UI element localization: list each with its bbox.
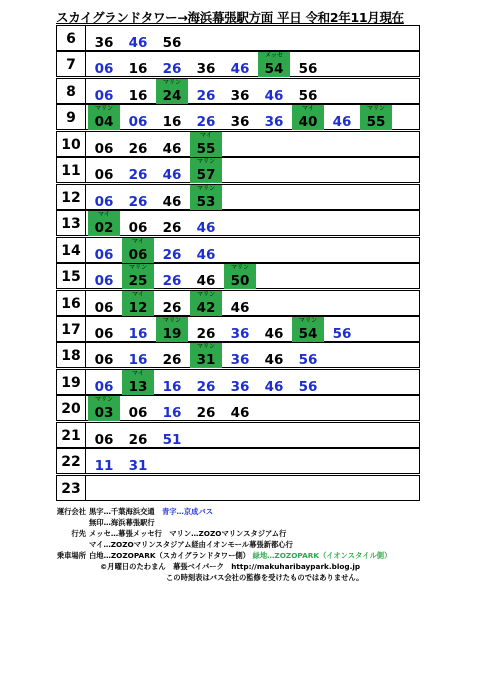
minutes-cell — [86, 25, 420, 51]
departure-time-green — [122, 264, 154, 289]
minute-value: 57 — [196, 167, 216, 184]
departure-time — [122, 449, 154, 474]
destination-note: マイ — [132, 237, 144, 245]
departure-time-green — [190, 185, 222, 210]
minute-value: 06 — [128, 114, 148, 131]
departure-time — [122, 105, 154, 130]
departure-time — [224, 343, 256, 368]
departure-time — [224, 291, 256, 316]
minutes-cell — [86, 422, 420, 448]
departure-time — [88, 370, 120, 395]
minute-value: 56 — [298, 352, 318, 369]
hour-label: 17 — [56, 316, 86, 342]
hour-row — [56, 131, 420, 157]
minute-value: 40 — [298, 114, 318, 131]
destination-note: マリン — [196, 290, 215, 298]
minute-value: 06 — [128, 405, 148, 422]
minute-value: 12 — [128, 299, 148, 316]
departure-time-green — [156, 317, 188, 342]
departure-time — [292, 52, 324, 77]
minute-value: 26 — [196, 325, 216, 342]
hour-row — [56, 78, 420, 104]
minute-value: 26 — [128, 167, 148, 184]
departure-time — [156, 264, 188, 289]
hour-label: 16 — [56, 290, 86, 316]
departure-time — [156, 105, 188, 130]
departure-time — [88, 423, 120, 448]
minutes-cell — [86, 342, 420, 368]
hour-row — [56, 157, 420, 183]
destination-note: マリン — [230, 264, 249, 272]
minute-value: 50 — [230, 273, 250, 290]
departure-time — [156, 185, 188, 210]
minute-value: 36 — [230, 114, 250, 131]
departure-time — [156, 211, 188, 236]
minute-value: 16 — [162, 114, 182, 131]
departure-time — [292, 370, 324, 395]
minute-value: 36 — [94, 35, 114, 51]
departure-time — [258, 370, 290, 395]
departure-time — [156, 396, 188, 421]
departure-time — [156, 423, 188, 448]
minute-value: 56 — [162, 35, 182, 51]
hour-row — [56, 448, 420, 474]
minute-value: 54 — [264, 61, 284, 78]
minute-value: 46 — [264, 325, 284, 342]
departure-time — [292, 343, 324, 368]
minute-value: 16 — [128, 87, 148, 104]
hour-row — [56, 263, 420, 289]
destination-note: マイ — [132, 369, 144, 377]
minute-value: 26 — [162, 220, 182, 237]
departure-time — [224, 396, 256, 421]
minute-value: 46 — [230, 61, 250, 78]
hour-label: 9 — [56, 104, 86, 130]
departure-time — [122, 52, 154, 77]
minute-value: 06 — [128, 246, 148, 263]
hour-label: 6 — [56, 25, 86, 51]
hour-label: 15 — [56, 263, 86, 289]
dest-none-line — [56, 517, 436, 528]
minute-value: 06 — [94, 246, 114, 263]
hour-label: 13 — [56, 210, 86, 236]
minute-value: 26 — [128, 140, 148, 157]
dest-none: 無印…海浜幕張駅行 — [89, 518, 155, 527]
minute-value: 11 — [94, 458, 114, 475]
departure-time — [156, 132, 188, 157]
hour-label: 21 — [56, 422, 86, 448]
hour-row — [56, 422, 420, 448]
departure-time — [88, 132, 120, 157]
minute-value: 16 — [128, 61, 148, 78]
minute-value: 06 — [94, 87, 114, 104]
departure-time-green — [122, 370, 154, 395]
minutes-cell — [86, 395, 420, 421]
minutes-cell — [86, 51, 420, 77]
departure-time — [156, 370, 188, 395]
departure-time — [88, 238, 120, 263]
hour-label: 19 — [56, 369, 86, 395]
minutes-cell — [86, 475, 420, 501]
destination-note: マリン — [298, 316, 317, 324]
destination-note: マリン — [366, 105, 385, 113]
dest-line-1 — [56, 528, 436, 539]
departure-time — [88, 185, 120, 210]
hour-row — [56, 210, 420, 236]
minute-value: 31 — [128, 458, 148, 475]
departure-time-green — [292, 317, 324, 342]
stop-line — [56, 550, 436, 561]
minute-value: 16 — [128, 325, 148, 342]
minute-value: 36 — [196, 61, 216, 78]
minute-value: 25 — [128, 273, 148, 290]
destination-note: マイ — [302, 105, 314, 113]
stop-label: 乗車場所 — [56, 551, 86, 560]
minute-value: 26 — [162, 246, 182, 263]
minute-value: 26 — [196, 378, 216, 395]
hour-label: 11 — [56, 157, 86, 183]
departure-time — [190, 79, 222, 104]
hour-row — [56, 290, 420, 316]
minute-value: 16 — [162, 378, 182, 395]
departure-time — [156, 52, 188, 77]
dest-label: 行先 — [71, 529, 86, 538]
minutes-cell — [86, 131, 420, 157]
minute-value: 46 — [264, 378, 284, 395]
destination-note: マリン — [196, 343, 215, 351]
departure-time — [88, 264, 120, 289]
hour-row — [56, 395, 420, 421]
minute-value: 53 — [196, 193, 216, 210]
departure-time — [156, 238, 188, 263]
destination-note: マイ — [200, 131, 212, 139]
dest-text-1: メッセ…幕張メッセ行 マリン…ZOZOマリンスタジアム行 — [89, 529, 287, 538]
departure-time-green — [190, 132, 222, 157]
departure-time-green — [88, 211, 120, 236]
destination-note: メッセ — [264, 52, 283, 60]
minute-value: 26 — [196, 405, 216, 422]
minute-value: 03 — [94, 405, 114, 422]
minutes-cell — [86, 369, 420, 395]
minute-value: 46 — [264, 352, 284, 369]
hour-row — [56, 237, 420, 263]
hour-label: 7 — [56, 51, 86, 77]
departure-time — [122, 317, 154, 342]
departure-time — [156, 158, 188, 183]
minute-value: 46 — [162, 167, 182, 184]
hour-row — [56, 342, 420, 368]
minute-value: 56 — [298, 378, 318, 395]
departure-time-green — [258, 52, 290, 77]
minute-value: 54 — [298, 325, 318, 342]
hour-row — [56, 369, 420, 395]
hour-label: 12 — [56, 184, 86, 210]
minute-value: 46 — [162, 193, 182, 210]
minutes-cell — [86, 316, 420, 342]
departure-time — [88, 449, 120, 474]
departure-time — [88, 79, 120, 104]
operator-line — [56, 506, 436, 517]
hour-row — [56, 475, 420, 501]
minutes-cell — [86, 448, 420, 474]
departure-time-green — [224, 264, 256, 289]
hour-label: 18 — [56, 342, 86, 368]
departure-time — [122, 158, 154, 183]
minute-value: 02 — [94, 220, 114, 237]
departure-time — [224, 79, 256, 104]
operator-blue: 青字…京成バス — [161, 507, 214, 516]
departure-time — [258, 79, 290, 104]
minute-value: 06 — [128, 220, 148, 237]
departure-time — [190, 52, 222, 77]
departure-time — [88, 26, 120, 51]
destination-note: マリン — [162, 78, 181, 86]
departure-time — [122, 79, 154, 104]
minute-value: 06 — [94, 193, 114, 210]
minute-value: 26 — [162, 273, 182, 290]
departure-time — [190, 105, 222, 130]
departure-time — [224, 52, 256, 77]
departure-time — [190, 396, 222, 421]
minute-value: 36 — [230, 378, 250, 395]
minute-value: 06 — [94, 431, 114, 448]
minute-value: 46 — [332, 114, 352, 131]
minutes-cell — [86, 237, 420, 263]
destination-note: マリン — [94, 105, 113, 113]
hour-label: 20 — [56, 395, 86, 421]
minutes-cell — [86, 290, 420, 316]
departure-time-green — [190, 158, 222, 183]
disclaimer: この時刻表はバス会社の監修を受けたものではありません。 — [166, 573, 364, 582]
credit: ©月曜日のたわまん 幕張ベイパーク http://makuharibaypark.blog.jp — [100, 562, 361, 571]
hour-row — [56, 184, 420, 210]
minute-value: 46 — [230, 405, 250, 422]
stop-white: 白地…ZOZOPARK（スカイグランドタワー側） — [89, 551, 250, 560]
minute-value: 26 — [162, 61, 182, 78]
departure-time — [258, 105, 290, 130]
minutes-cell — [86, 210, 420, 236]
minute-value: 42 — [196, 299, 216, 316]
minutes-cell — [86, 263, 420, 289]
departure-time — [88, 52, 120, 77]
hour-row — [56, 316, 420, 342]
legend — [56, 506, 436, 583]
operator-label: 運行会社 — [56, 507, 86, 516]
departure-time — [122, 132, 154, 157]
minute-value: 55 — [196, 140, 216, 157]
destination-note: マリン — [196, 184, 215, 192]
departure-time — [156, 343, 188, 368]
minute-value: 46 — [162, 140, 182, 157]
departure-time-green — [292, 105, 324, 130]
minute-value: 13 — [128, 378, 148, 395]
departure-time — [122, 396, 154, 421]
minutes-cell — [86, 104, 420, 130]
departure-time — [122, 423, 154, 448]
departure-time-green — [190, 343, 222, 368]
minute-value: 46 — [196, 220, 216, 237]
minute-value: 24 — [162, 87, 182, 104]
stop-green: 緑地…ZOZOPARK（イオンスタイル側） — [252, 551, 392, 560]
departure-time — [88, 343, 120, 368]
minute-value: 06 — [94, 378, 114, 395]
minute-value: 36 — [230, 87, 250, 104]
minute-value: 06 — [94, 325, 114, 342]
dest-text-2: マイ…ZOZOマリンスタジアム経由イオンモール幕張新都心行 — [89, 540, 293, 549]
timetable — [56, 25, 420, 501]
minutes-cell — [86, 157, 420, 183]
minute-value: 56 — [332, 325, 352, 342]
destination-note: マリン — [94, 396, 113, 404]
departure-time — [156, 26, 188, 51]
minute-value: 46 — [128, 35, 148, 51]
destination-note: マリン — [162, 316, 181, 324]
departure-time-green — [88, 105, 120, 130]
credit-line — [56, 561, 436, 572]
minute-value: 55 — [366, 114, 386, 131]
departure-time-green — [122, 291, 154, 316]
minute-value: 26 — [196, 87, 216, 104]
minute-value: 19 — [162, 325, 182, 342]
departure-time-green — [156, 79, 188, 104]
departure-time — [224, 370, 256, 395]
minute-value: 46 — [230, 299, 250, 316]
minute-value: 16 — [162, 405, 182, 422]
minute-value: 06 — [94, 167, 114, 184]
departure-time-green — [88, 396, 120, 421]
minute-value: 46 — [196, 273, 216, 290]
minute-value: 06 — [94, 140, 114, 157]
minute-value: 06 — [94, 352, 114, 369]
departure-time — [88, 158, 120, 183]
departure-time — [224, 105, 256, 130]
page-title: スカイグランドタワー→海浜幕張駅方面 平日 令和2年11月現在 — [56, 10, 404, 25]
departure-time — [190, 264, 222, 289]
minute-value: 46 — [196, 246, 216, 263]
departure-time — [258, 343, 290, 368]
destination-note: マリン — [128, 264, 147, 272]
minute-value: 04 — [94, 114, 114, 131]
minute-value: 36 — [264, 114, 284, 131]
destination-note: マイ — [98, 211, 110, 219]
hour-label: 23 — [56, 475, 86, 501]
departure-time-green — [190, 291, 222, 316]
minute-value: 26 — [162, 299, 182, 316]
operator-black: 黒字…千葉海浜交通 — [89, 507, 155, 516]
destination-note: マイ — [132, 290, 144, 298]
hour-row — [56, 51, 420, 77]
departure-time — [326, 317, 358, 342]
minute-value: 36 — [230, 352, 250, 369]
departure-time — [122, 343, 154, 368]
hour-label: 8 — [56, 78, 86, 104]
minutes-cell — [86, 78, 420, 104]
minute-value: 51 — [162, 431, 182, 448]
hour-label: 14 — [56, 237, 86, 263]
minute-value: 06 — [94, 299, 114, 316]
minute-value: 26 — [128, 193, 148, 210]
minute-value: 36 — [230, 325, 250, 342]
departure-time-green — [360, 105, 392, 130]
disclaimer-line — [56, 572, 436, 583]
departure-time — [156, 291, 188, 316]
departure-time — [190, 317, 222, 342]
departure-time — [88, 291, 120, 316]
departure-time — [292, 79, 324, 104]
departure-time — [190, 211, 222, 236]
minute-value: 31 — [196, 352, 216, 369]
minute-value: 46 — [264, 87, 284, 104]
dest-line-2 — [56, 539, 436, 550]
departure-time — [190, 238, 222, 263]
hour-label: 22 — [56, 448, 86, 474]
departure-time — [122, 211, 154, 236]
departure-time — [190, 370, 222, 395]
destination-note: マリン — [196, 158, 215, 166]
minutes-cell — [86, 184, 420, 210]
minute-value: 06 — [94, 61, 114, 78]
minute-value: 26 — [196, 114, 216, 131]
departure-time — [122, 26, 154, 51]
minute-value: 56 — [298, 87, 318, 104]
departure-time — [224, 317, 256, 342]
hour-row — [56, 104, 420, 130]
departure-time — [122, 185, 154, 210]
departure-time-green — [122, 238, 154, 263]
departure-time — [88, 317, 120, 342]
minute-value: 26 — [128, 431, 148, 448]
hour-label: 10 — [56, 131, 86, 157]
departure-time — [326, 105, 358, 130]
minute-value: 26 — [162, 352, 182, 369]
minute-value: 56 — [298, 61, 318, 78]
minute-value: 06 — [94, 273, 114, 290]
minute-value: 16 — [128, 352, 148, 369]
departure-time — [258, 317, 290, 342]
hour-row — [56, 25, 420, 51]
